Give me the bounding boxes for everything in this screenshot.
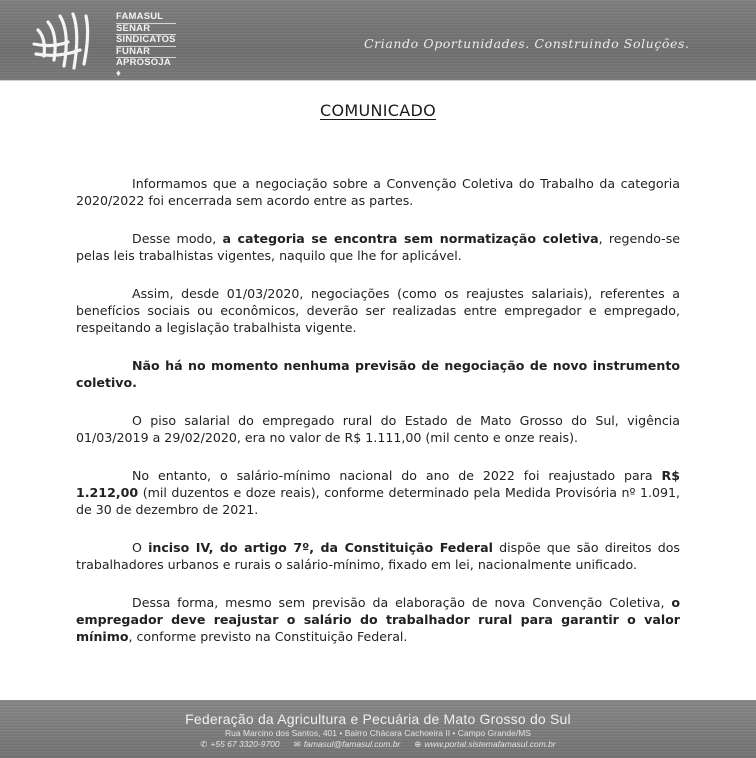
slogan: Criando Oportunidades. Construindo Soluções. — [364, 36, 690, 51]
p7-bold: inciso IV, do artigo 7º, da Constituição Federal — [148, 540, 493, 555]
p2-text: Desse modo, — [132, 231, 223, 246]
p6-text-end: (mil duzentos e doze reais), conforme determinado pela Medida Provisória nº 1.091, de 30 de dezembro de 2021. — [76, 485, 680, 517]
paragraph-6 — [76, 467, 680, 518]
footer-phone-item — [200, 739, 279, 750]
footer-email-item — [294, 739, 401, 750]
logo-line: SENAR — [116, 24, 176, 36]
p3-text: Assim, desde 01/03/2020, negociações (como os reajustes salariais), referentes a benefícios sociais ou econômicos, deverão ser realizadas entre empregador e empregado, respeitando a legislação trabalhista vigente. — [76, 286, 680, 335]
paragraph-8 — [76, 594, 680, 645]
p4-text: Não há no momento nenhuma previsão de negociação de novo instrumento coletivo. — [76, 358, 680, 390]
document-title: COMUNICADO — [320, 101, 436, 120]
p7-text: O — [132, 540, 149, 555]
logo-wordmark — [116, 12, 176, 79]
logo-line: FUNAR — [116, 47, 176, 59]
famasul-logo-icon — [30, 8, 104, 74]
footer-address: Rua Marcino dos Santos, 401 • Bairro Chácara Cachoeira II • Campo Grande/MS — [225, 728, 531, 738]
p8-bold: o empregador deve reajustar o salário do trabalhador rural para garantir o valor mínimo — [76, 595, 680, 644]
p7-text-end: dispõe que são direitos dos trabalhadores urbanos e rurais o salário-mínimo, fixado em lei, nacionalmente unificado. — [76, 540, 680, 572]
globe-icon: ⊕ — [414, 739, 422, 749]
p6-text: No entanto, o salário-mínimo nacional do ano de 2022 foi reajustado para — [132, 468, 662, 483]
logo-line: SINDICATOS — [116, 34, 176, 45]
paragraph-1 — [76, 175, 680, 209]
p5-text: O piso salarial do empregado rural do Estado de Mato Grosso do Sul, vigência 01/03/2019 a 29/02/2020, era no valor de R$ 1.111,00 (mil cento e onze reais). — [76, 413, 680, 445]
paragraph-2 — [76, 230, 680, 264]
paragraph-7 — [76, 539, 680, 573]
paragraph-3 — [76, 285, 680, 336]
p1-text: Informamos que a negociação sobre a Convenção Coletiva do Trabalho da categoria 2020/2022 foi encerrada sem acordo entre as partes. — [76, 176, 680, 208]
paragraph-5 — [76, 412, 680, 446]
p2-text-end: , regendo-se pelas leis trabalhistas vigentes, naquilo que lhe for aplicável. — [76, 231, 681, 263]
footer-website: www.portal.sistemafamasul.com.br — [424, 739, 556, 749]
logo-line: FAMASUL — [116, 12, 176, 24]
letterhead-header — [0, 0, 756, 80]
paragraph-4 — [76, 357, 680, 391]
footer-web-item — [414, 739, 555, 750]
p8-text: Dessa forma, mesmo sem previsão da elaboração de nova Convenção Coletiva, — [132, 595, 672, 610]
footer-email: famasul@famasul.com.br — [303, 739, 401, 749]
logo-line: APROSOJA ♦ — [116, 57, 171, 79]
letterhead-footer — [0, 700, 756, 758]
footer-phone: +55 67 3320-9700 — [210, 739, 280, 749]
mail-icon: ✉ — [293, 739, 301, 749]
document-body — [76, 102, 680, 666]
p6-bold: R$ 1.212,00 — [76, 468, 680, 500]
footer-contacts — [0, 739, 756, 750]
p8-text-end: , conforme previsto na Constituição Federal. — [128, 629, 408, 644]
footer-org: Federação da Agricultura e Pecuária de Mato Grosso do Sul — [185, 711, 571, 727]
phone-icon: ✆ — [200, 739, 208, 749]
p2-bold: a categoria se encontra sem normatização coletiva — [222, 231, 599, 246]
